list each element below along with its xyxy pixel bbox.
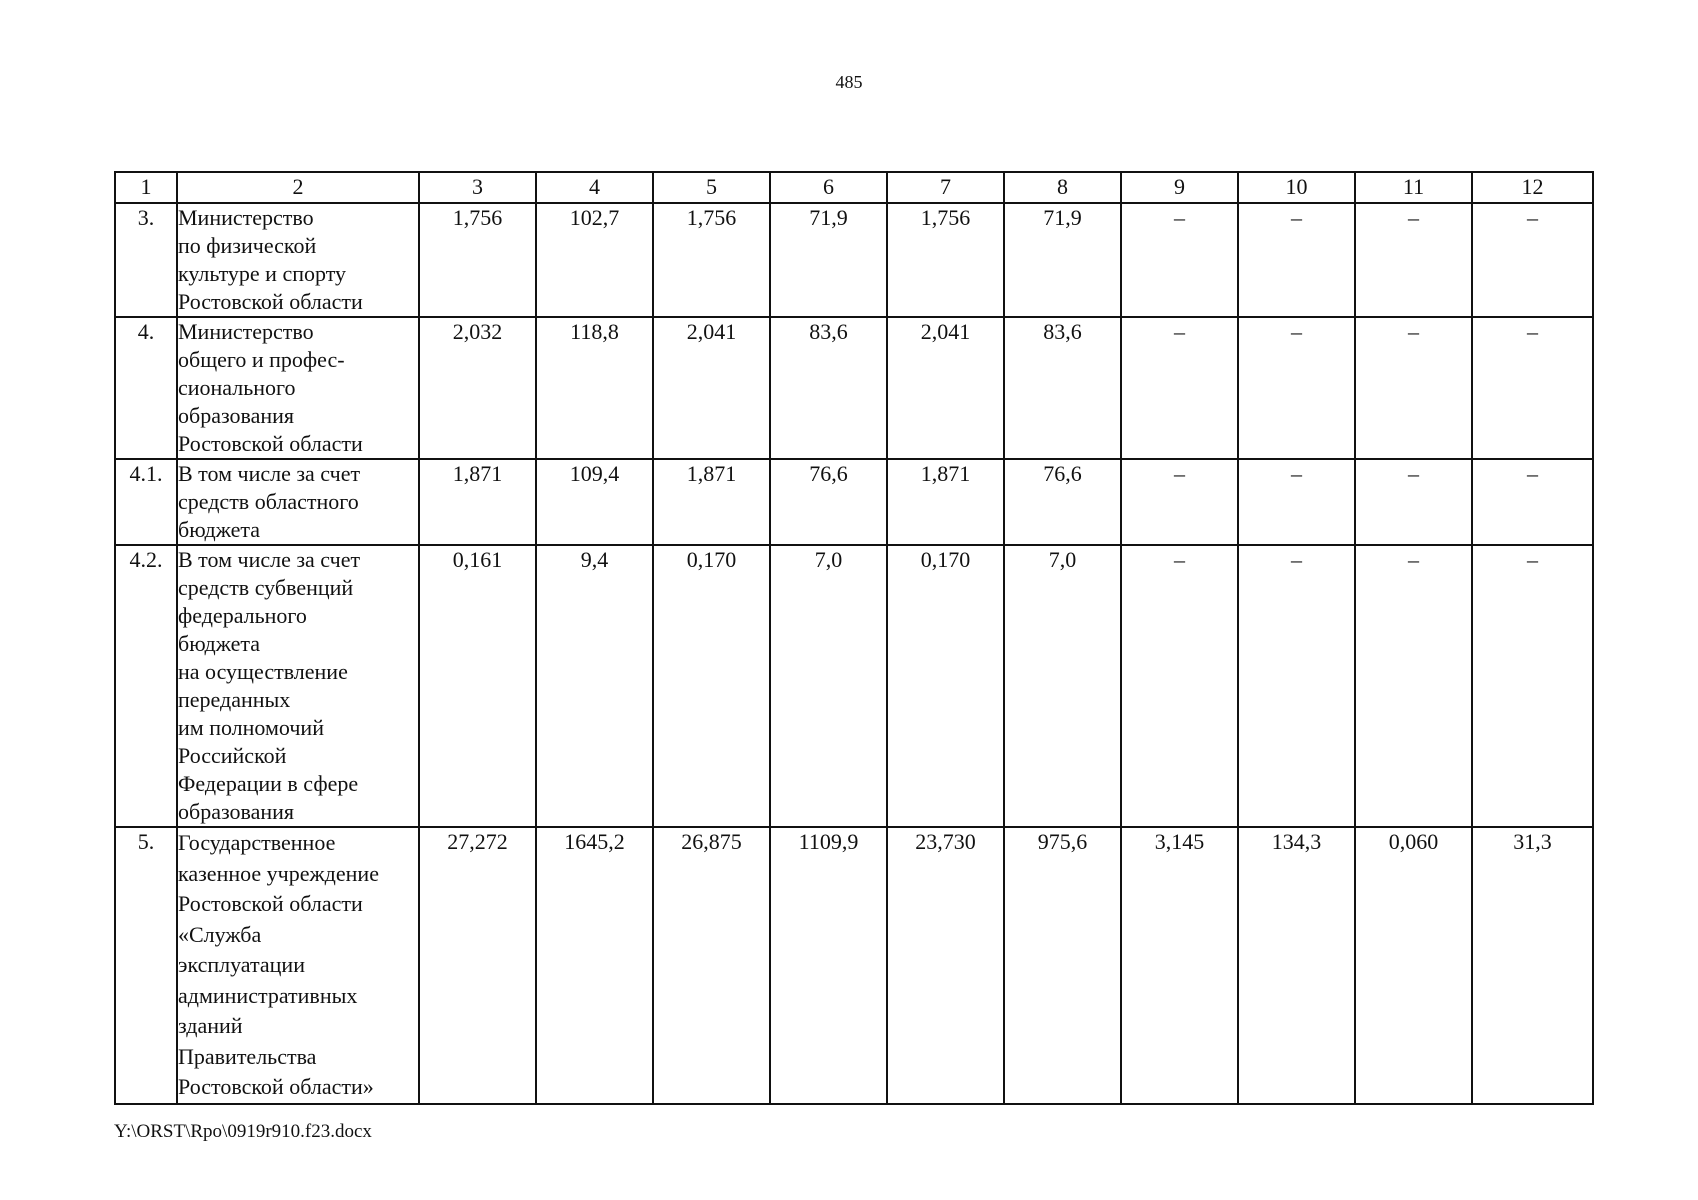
value-cell-col-8: 975,6 [1004, 827, 1121, 1104]
value-cell-col-4: 102,7 [536, 203, 653, 317]
value-cell-col-5: 2,041 [653, 317, 770, 459]
organization-name-cell: В том числе за счет средств субвенций федерального бюджета на осуществление переданных им полномочий Российской Федерации в сфере образования [177, 545, 419, 827]
value-cell-col-8: 71,9 [1004, 203, 1121, 317]
column-header-8: 8 [1004, 172, 1121, 203]
value-cell-col-7: 23,730 [887, 827, 1004, 1104]
value-cell-col-11: 0,060 [1355, 827, 1472, 1104]
table-header-row [115, 172, 1593, 203]
value-cell-col-9: – [1121, 203, 1238, 317]
value-cell-col-7: 0,170 [887, 545, 1004, 827]
value-cell-col-12: 31,3 [1472, 827, 1593, 1104]
value-cell-col-3: 2,032 [419, 317, 536, 459]
value-cell-col-6: 7,0 [770, 545, 887, 827]
value-cell-col-4: 1645,2 [536, 827, 653, 1104]
value-cell-col-12: – [1472, 545, 1593, 827]
value-cell-col-5: 1,871 [653, 459, 770, 545]
table-row [115, 459, 1593, 545]
value-cell-col-6: 1109,9 [770, 827, 887, 1104]
table-row [115, 545, 1593, 827]
value-cell-col-7: 2,041 [887, 317, 1004, 459]
value-cell-col-11: – [1355, 203, 1472, 317]
value-cell-col-3: 27,272 [419, 827, 536, 1104]
column-header-3: 3 [419, 172, 536, 203]
value-cell-col-4: 118,8 [536, 317, 653, 459]
row-number-cell: 3. [115, 203, 177, 317]
value-cell-col-4: 109,4 [536, 459, 653, 545]
value-cell-col-6: 71,9 [770, 203, 887, 317]
table-row [115, 827, 1593, 1104]
row-number-cell: 4.1. [115, 459, 177, 545]
organization-name-cell: Министерство по физической культуре и спорту Ростовской области [177, 203, 419, 317]
value-cell-col-7: 1,871 [887, 459, 1004, 545]
table-row [115, 203, 1593, 317]
row-number-cell: 4. [115, 317, 177, 459]
column-header-9: 9 [1121, 172, 1238, 203]
value-cell-col-5: 1,756 [653, 203, 770, 317]
value-cell-col-9: – [1121, 545, 1238, 827]
value-cell-col-3: 0,161 [419, 545, 536, 827]
value-cell-col-11: – [1355, 317, 1472, 459]
value-cell-col-9: 3,145 [1121, 827, 1238, 1104]
column-header-12: 12 [1472, 172, 1593, 203]
page-number: 485 [835, 72, 863, 92]
value-cell-col-8: 7,0 [1004, 545, 1121, 827]
column-header-4: 4 [536, 172, 653, 203]
value-cell-col-8: 76,6 [1004, 459, 1121, 545]
value-cell-col-8: 83,6 [1004, 317, 1121, 459]
value-cell-col-10: – [1238, 203, 1355, 317]
organization-name-cell: Государственное казенное учреждение Ростовской области «Служба эксплуатации административных зданий Правительства Ростовской области» [177, 827, 419, 1104]
value-cell-col-12: – [1472, 317, 1593, 459]
value-cell-col-6: 83,6 [770, 317, 887, 459]
table-body [115, 172, 1593, 1104]
value-cell-col-5: 0,170 [653, 545, 770, 827]
value-cell-col-10: – [1238, 545, 1355, 827]
column-header-2: 2 [177, 172, 419, 203]
value-cell-col-11: – [1355, 545, 1472, 827]
row-number-cell: 5. [115, 827, 177, 1104]
column-header-7: 7 [887, 172, 1004, 203]
value-cell-col-3: 1,756 [419, 203, 536, 317]
value-cell-col-10: 134,3 [1238, 827, 1355, 1104]
organization-name-cell: Министерство общего и профес- сионального образования Ростовской области [177, 317, 419, 459]
value-cell-col-11: – [1355, 459, 1472, 545]
table-row [115, 317, 1593, 459]
value-cell-col-12: – [1472, 203, 1593, 317]
row-number-cell: 4.2. [115, 545, 177, 827]
value-cell-col-9: – [1121, 317, 1238, 459]
value-cell-col-7: 1,756 [887, 203, 1004, 317]
value-cell-col-3: 1,871 [419, 459, 536, 545]
value-cell-col-4: 9,4 [536, 545, 653, 827]
value-cell-col-5: 26,875 [653, 827, 770, 1104]
value-cell-col-10: – [1238, 459, 1355, 545]
column-header-11: 11 [1355, 172, 1472, 203]
footer-file-path: Y:\ORST\Rpo\0919r910.f23.docx [114, 1121, 372, 1142]
value-cell-col-10: – [1238, 317, 1355, 459]
value-cell-col-9: – [1121, 459, 1238, 545]
organization-name-cell: В том числе за счет средств областного бюджета [177, 459, 419, 545]
column-header-10: 10 [1238, 172, 1355, 203]
column-header-1: 1 [115, 172, 177, 203]
data-table [114, 171, 1594, 1105]
column-header-6: 6 [770, 172, 887, 203]
value-cell-col-12: – [1472, 459, 1593, 545]
value-cell-col-6: 76,6 [770, 459, 887, 545]
column-header-5: 5 [653, 172, 770, 203]
